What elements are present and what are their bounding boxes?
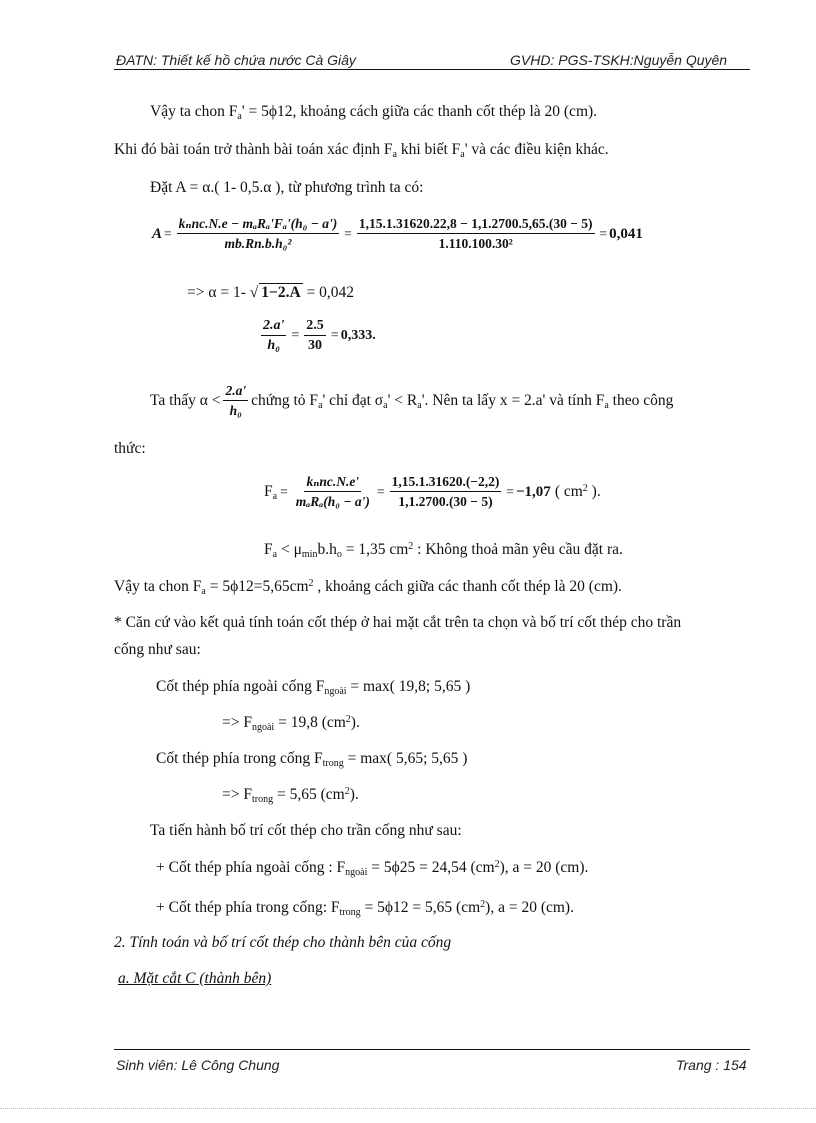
equation-ratio: $\frac{2.a'}{\text{h₀}}$ = $\frac{2.5}{30}$ = 0,333.	[263, 318, 376, 353]
paragraph-14: + Cốt thép phía ngoài cống : $F_{ngoài} = 5\phi 25 = 24,54$ $(cm^2)$, a = 20 (cm).	[156, 859, 589, 878]
paragraph-1: Vậy ta chon $F_a' = 5\phi 12$, khoảng cách giữa các thanh cốt thép là 20 (cm).	[150, 103, 598, 122]
paragraph-10: => $F_{ngoài} = 19,8$ $(cm^2)$.	[222, 714, 360, 733]
paragraph-6: $F_a < \mu_{min}b.h_o = 1,35$ $cm^2$ : Không thoả mãn yêu cầu đặt ra.	[264, 541, 623, 560]
header-title: ĐATN: Thiết kế hồ chứa nước Cà Giây	[116, 52, 356, 68]
footer-page-number: Trang : 154	[676, 1057, 747, 1073]
paragraph-8-line2: cống như sau:	[114, 641, 201, 658]
footer-rule	[114, 1049, 750, 1050]
page-bottom-dotted-line	[0, 1108, 816, 1109]
footer-student: Sinh viên: Lê Công Chung	[116, 1057, 280, 1073]
paragraph-15: + Cốt thép phía trong cống: $F_{trong} = 5\phi 12 = 5,65$ $(cm^2)$, a = 20 (cm).	[156, 899, 574, 918]
header-rule	[114, 69, 750, 70]
paragraph-12: => $F_{trong} = 5,65$ $(cm^2)$.	[222, 786, 359, 805]
equation-Fa: $F_a$ = $\frac{\text{kₙnc.N.e'}}{\text{mₐRₐ(h₀ − a')}}$ = $\frac{1,15.1.31620.(-2,2)}{1,1.2700.(30 - 5)}$ = −1,07 ( $cm^2$ ).	[264, 474, 601, 509]
paragraph-9: Cốt thép phía ngoài cống $F_{ngoài} = \max$( 19,8; 5,65 )	[156, 678, 471, 697]
paragraph-13: Ta tiến hành bố trí cốt thép cho trần cống như sau:	[150, 822, 462, 839]
paragraph-3: Đặt A = α.( 1- 0,5.α ), từ phương trình ta có:	[150, 179, 424, 196]
equation-A: A = $\frac{\text{kₙnc.N.e − mₐRₐ'Fₐ'(h₀ − a')}}{\text{mb.Rn.b.h₀²}}$ = $\frac{1,15.1.31620.22,8 - 1,1.2700.5,65.(30 - 5)}{\text{1.110.100.30²}}$ = 0,041	[152, 216, 643, 251]
paragraph-11: Cốt thép phía trong cống $F_{trong} = \max$( 5,65; 5,65 )	[156, 750, 468, 769]
paragraph-8-line1: * Căn cứ vào kết quả tính toán cốt thép ở hai mặt cắt trên ta chọn và bố trí cốt thép cho trần	[114, 614, 682, 631]
header-advisor: GVHD: PGS-TSKH:Nguyễn Quyên	[510, 52, 728, 68]
paragraph-7: Vậy ta chon $F_a = 5\phi 12=5,65cm^2$ , khoảng cách giữa các thanh cốt thép là 20 (cm).	[114, 578, 622, 597]
paragraph-4: Ta thấy α < $\frac{2.a'}{\text{h₀}}$ chứng tỏ $F_a'$ chỉ đạt $\sigma_a' < R_a'$. Nên ta lấy x = 2.a' và tính $F_a$ theo công	[150, 383, 674, 418]
paragraph-5: thức:	[114, 440, 146, 457]
section-heading-2a: a. Mặt cắt C (thành bên)	[118, 970, 272, 987]
section-heading-2: 2. Tính toán và bố trí cốt thép cho thành bên của cống	[114, 934, 452, 951]
equation-alpha: => α = 1- √ 1−2.A = 0,042	[187, 284, 355, 301]
paragraph-2: Khi đó bài toán trở thành bài toán xác định $F_a$ khi biết $F_a'$ và các điều kiện khác.	[114, 141, 609, 160]
